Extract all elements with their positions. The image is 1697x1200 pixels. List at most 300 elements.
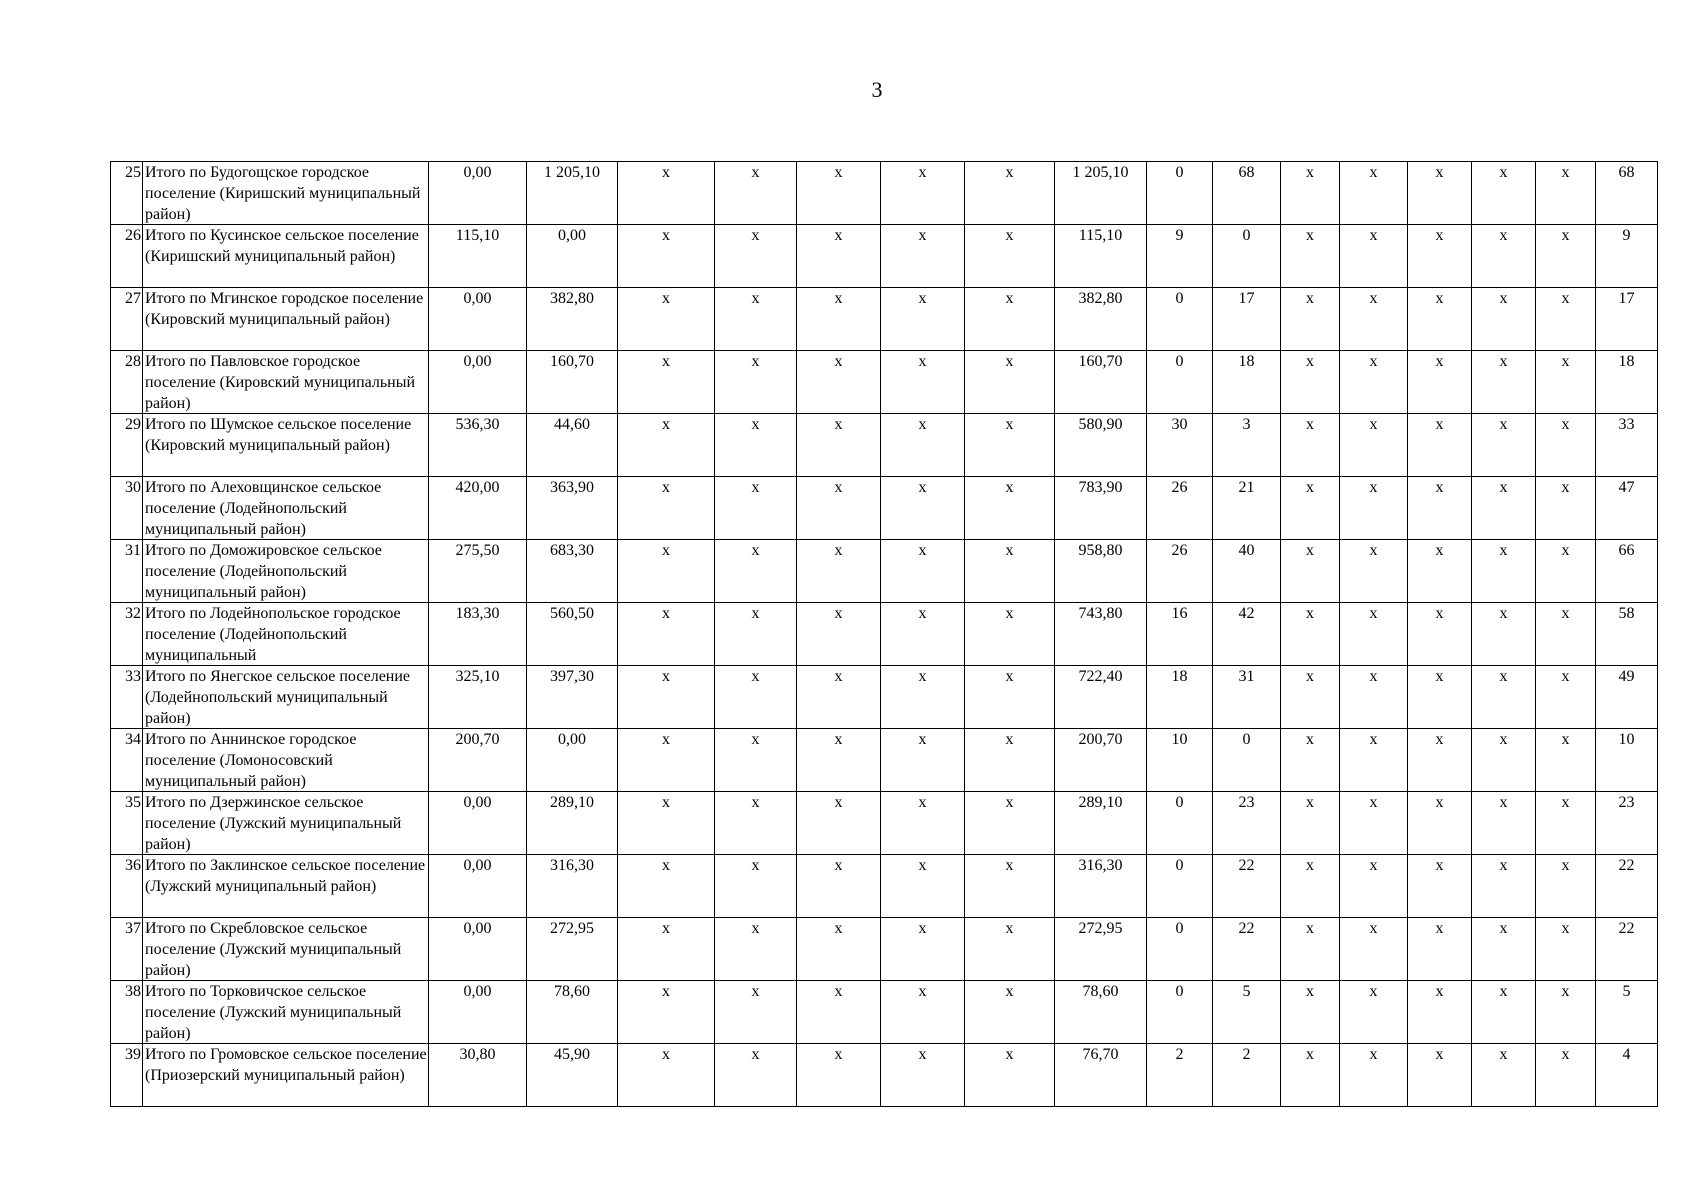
x-cell: х	[618, 225, 715, 288]
value-cell-1: 30,80	[429, 1044, 527, 1107]
value-total-cell: 160,70	[1055, 351, 1147, 414]
count-cell-2: 23	[1213, 792, 1281, 855]
count-cell-1: 26	[1147, 540, 1213, 603]
x-cell: х	[1472, 981, 1536, 1044]
settlement-name-text: Итого по Заклинское сельское поселение (Лужский муниципальный район)	[145, 857, 426, 895]
x-cell: х	[1408, 855, 1472, 918]
x-cell: х	[1536, 1044, 1596, 1107]
x-cell: х	[797, 981, 881, 1044]
settlement-name-cell	[143, 855, 429, 918]
x-cell: х	[965, 162, 1055, 225]
x-cell: х	[965, 855, 1055, 918]
x-cell: х	[965, 981, 1055, 1044]
table-row	[111, 666, 1658, 729]
x-cell: х	[1340, 666, 1408, 729]
value-cell-2: 363,90	[527, 477, 618, 540]
x-cell: х	[1536, 603, 1596, 666]
count-total-cell: 22	[1596, 918, 1658, 981]
x-cell: х	[1340, 414, 1408, 477]
x-cell: х	[797, 477, 881, 540]
table-row	[111, 855, 1658, 918]
x-cell: х	[1536, 666, 1596, 729]
x-cell: х	[1536, 918, 1596, 981]
x-cell: х	[1536, 540, 1596, 603]
x-cell: х	[1536, 162, 1596, 225]
x-cell: х	[797, 414, 881, 477]
x-cell: х	[881, 981, 965, 1044]
x-cell: х	[1281, 477, 1340, 540]
count-total-cell: 49	[1596, 666, 1658, 729]
count-total-cell: 5	[1596, 981, 1658, 1044]
x-cell: х	[1408, 1044, 1472, 1107]
x-cell: х	[618, 792, 715, 855]
value-cell-1: 325,10	[429, 666, 527, 729]
x-cell: х	[715, 792, 797, 855]
x-cell: х	[1472, 225, 1536, 288]
count-total-cell: 4	[1596, 1044, 1658, 1107]
count-cell-2: 3	[1213, 414, 1281, 477]
x-cell: х	[965, 666, 1055, 729]
x-cell: х	[881, 729, 965, 792]
value-total-cell: 382,80	[1055, 288, 1147, 351]
value-total-cell: 580,90	[1055, 414, 1147, 477]
x-cell: х	[1536, 477, 1596, 540]
count-cell-1: 18	[1147, 666, 1213, 729]
count-cell-2: 17	[1213, 288, 1281, 351]
table-row	[111, 1044, 1658, 1107]
x-cell: х	[1472, 540, 1536, 603]
x-cell: х	[618, 603, 715, 666]
x-cell: х	[1281, 288, 1340, 351]
count-total-cell: 22	[1596, 855, 1658, 918]
count-total-cell: 18	[1596, 351, 1658, 414]
x-cell: х	[715, 540, 797, 603]
count-cell-1: 10	[1147, 729, 1213, 792]
x-cell: х	[715, 918, 797, 981]
settlement-name-text: Итого по Доможировское сельское поселение (Лодейнопольский муниципальный район)	[145, 542, 382, 601]
count-total-cell: 23	[1596, 792, 1658, 855]
count-cell-1: 0	[1147, 792, 1213, 855]
x-cell: х	[1340, 792, 1408, 855]
count-cell-1: 0	[1147, 288, 1213, 351]
x-cell: х	[618, 540, 715, 603]
x-cell: х	[1408, 288, 1472, 351]
x-cell: х	[1340, 855, 1408, 918]
settlement-name-text: Итого по Дзержинское сельское поселение (Лужский муниципальный район)	[145, 794, 402, 853]
count-cell-1: 9	[1147, 225, 1213, 288]
x-cell: х	[1536, 225, 1596, 288]
count-total-cell: 17	[1596, 288, 1658, 351]
x-cell: х	[1472, 1044, 1536, 1107]
x-cell: х	[797, 855, 881, 918]
value-total-cell: 783,90	[1055, 477, 1147, 540]
x-cell: х	[881, 855, 965, 918]
count-cell-1: 0	[1147, 162, 1213, 225]
x-cell: х	[1472, 729, 1536, 792]
row-number-cell: 31	[111, 540, 143, 603]
settlement-name-text: Итого по Кусинское сельское поселение (Киришский муниципальный район)	[145, 227, 419, 265]
x-cell: х	[618, 855, 715, 918]
value-total-cell: 115,10	[1055, 225, 1147, 288]
x-cell: х	[797, 540, 881, 603]
x-cell: х	[1408, 981, 1472, 1044]
count-total-cell: 68	[1596, 162, 1658, 225]
table-row	[111, 477, 1658, 540]
count-total-cell: 10	[1596, 729, 1658, 792]
table-row	[111, 792, 1658, 855]
settlement-name-text: Итого по Лодейнопольское городское поселение (Лодейнопольский муниципальный	[145, 605, 401, 664]
x-cell: х	[715, 225, 797, 288]
x-cell: х	[1281, 855, 1340, 918]
table-row	[111, 729, 1658, 792]
count-cell-2: 68	[1213, 162, 1281, 225]
row-number-cell: 36	[111, 855, 143, 918]
table-row	[111, 918, 1658, 981]
row-number-cell: 26	[111, 225, 143, 288]
row-number-cell: 34	[111, 729, 143, 792]
row-number-cell: 33	[111, 666, 143, 729]
count-cell-2: 22	[1213, 855, 1281, 918]
x-cell: х	[881, 351, 965, 414]
x-cell: х	[1281, 1044, 1340, 1107]
x-cell: х	[1281, 351, 1340, 414]
x-cell: х	[618, 162, 715, 225]
count-cell-2: 42	[1213, 603, 1281, 666]
x-cell: х	[1281, 792, 1340, 855]
x-cell: х	[715, 162, 797, 225]
x-cell: х	[618, 477, 715, 540]
value-cell-2: 160,70	[527, 351, 618, 414]
x-cell: х	[881, 666, 965, 729]
x-cell: х	[965, 288, 1055, 351]
value-total-cell: 958,80	[1055, 540, 1147, 603]
settlement-name-cell	[143, 729, 429, 792]
value-cell-1: 200,70	[429, 729, 527, 792]
x-cell: х	[881, 540, 965, 603]
x-cell: х	[1536, 855, 1596, 918]
x-cell: х	[715, 1044, 797, 1107]
x-cell: х	[1536, 414, 1596, 477]
x-cell: х	[1408, 225, 1472, 288]
count-total-cell: 47	[1596, 477, 1658, 540]
x-cell: х	[618, 666, 715, 729]
x-cell: х	[1536, 288, 1596, 351]
settlement-name-text: Итого по Янегское сельское поселение (Лодейнопольский муниципальный район)	[145, 668, 411, 727]
settlement-name-cell	[143, 540, 429, 603]
x-cell: х	[1281, 918, 1340, 981]
count-total-cell: 33	[1596, 414, 1658, 477]
x-cell: х	[1536, 792, 1596, 855]
x-cell: х	[618, 414, 715, 477]
x-cell: х	[881, 225, 965, 288]
value-total-cell: 78,60	[1055, 981, 1147, 1044]
x-cell: х	[965, 477, 1055, 540]
value-total-cell: 1 205,10	[1055, 162, 1147, 225]
count-cell-2: 0	[1213, 225, 1281, 288]
x-cell: х	[1408, 351, 1472, 414]
table-row	[111, 225, 1658, 288]
settlement-name-cell	[143, 225, 429, 288]
x-cell: х	[1536, 351, 1596, 414]
x-cell: х	[1536, 981, 1596, 1044]
count-cell-2: 40	[1213, 540, 1281, 603]
x-cell: х	[797, 288, 881, 351]
settlement-name-text: Итого по Аннинское городское поселение (Ломоносовский муниципальный район)	[145, 731, 357, 790]
x-cell: х	[1340, 225, 1408, 288]
x-cell: х	[1340, 1044, 1408, 1107]
x-cell: х	[965, 918, 1055, 981]
settlement-name-cell	[143, 1044, 429, 1107]
settlement-name-cell	[143, 666, 429, 729]
x-cell: х	[1472, 666, 1536, 729]
value-cell-2: 272,95	[527, 918, 618, 981]
row-number-cell: 27	[111, 288, 143, 351]
x-cell: х	[1408, 414, 1472, 477]
value-cell-1: 0,00	[429, 855, 527, 918]
value-cell-2: 0,00	[527, 729, 618, 792]
count-cell-1: 30	[1147, 414, 1213, 477]
x-cell: х	[1281, 225, 1340, 288]
value-cell-1: 0,00	[429, 981, 527, 1044]
x-cell: х	[715, 351, 797, 414]
x-cell: х	[1281, 981, 1340, 1044]
x-cell: х	[715, 288, 797, 351]
x-cell: х	[1340, 981, 1408, 1044]
value-cell-1: 0,00	[429, 288, 527, 351]
count-cell-1: 0	[1147, 981, 1213, 1044]
count-cell-1: 0	[1147, 855, 1213, 918]
count-cell-2: 0	[1213, 729, 1281, 792]
page-number: 3	[871, 77, 883, 102]
x-cell: х	[797, 729, 881, 792]
row-number-cell: 35	[111, 792, 143, 855]
settlement-name-cell	[143, 288, 429, 351]
x-cell: х	[1281, 414, 1340, 477]
value-cell-1: 420,00	[429, 477, 527, 540]
row-number-cell: 39	[111, 1044, 143, 1107]
x-cell: х	[797, 792, 881, 855]
row-number-cell: 37	[111, 918, 143, 981]
x-cell: х	[1472, 603, 1536, 666]
value-cell-2: 289,10	[527, 792, 618, 855]
value-cell-2: 382,80	[527, 288, 618, 351]
x-cell: х	[1472, 918, 1536, 981]
settlement-name-text: Итого по Шумское сельское поселение (Кировский муниципальный район)	[145, 416, 412, 454]
settlement-name-text: Итого по Павловское городское поселение (Кировский муниципальный район)	[145, 353, 416, 412]
x-cell: х	[1281, 603, 1340, 666]
value-cell-1: 183,30	[429, 603, 527, 666]
table-row	[111, 162, 1658, 225]
x-cell: х	[715, 603, 797, 666]
x-cell: х	[1340, 729, 1408, 792]
value-cell-2: 44,60	[527, 414, 618, 477]
row-number-cell: 38	[111, 981, 143, 1044]
settlement-name-text: Итого по Будогощское городское поселение (Киришский муниципальный район)	[145, 164, 421, 223]
x-cell: х	[1340, 603, 1408, 666]
x-cell: х	[1281, 540, 1340, 603]
value-total-cell: 289,10	[1055, 792, 1147, 855]
x-cell: х	[618, 1044, 715, 1107]
x-cell: х	[1408, 729, 1472, 792]
settlement-name-text: Итого по Мгинское городское поселение (Кировский муниципальный район)	[145, 290, 424, 328]
x-cell: х	[1281, 729, 1340, 792]
x-cell: х	[1408, 540, 1472, 603]
count-cell-2: 31	[1213, 666, 1281, 729]
settlement-name-text: Итого по Алеховщинское сельское поселение (Лодейнопольский муниципальный район)	[145, 479, 382, 538]
x-cell: х	[965, 1044, 1055, 1107]
x-cell: х	[1472, 792, 1536, 855]
x-cell: х	[797, 351, 881, 414]
x-cell: х	[1472, 855, 1536, 918]
count-total-cell: 66	[1596, 540, 1658, 603]
x-cell: х	[1536, 729, 1596, 792]
x-cell: х	[715, 981, 797, 1044]
x-cell: х	[881, 603, 965, 666]
table-row	[111, 288, 1658, 351]
count-cell-2: 5	[1213, 981, 1281, 1044]
table-row	[111, 603, 1658, 666]
value-cell-1: 275,50	[429, 540, 527, 603]
x-cell: х	[1408, 918, 1472, 981]
value-total-cell: 272,95	[1055, 918, 1147, 981]
value-total-cell: 743,80	[1055, 603, 1147, 666]
x-cell: х	[1408, 666, 1472, 729]
data-table	[110, 161, 1658, 1107]
x-cell: х	[965, 351, 1055, 414]
settlement-name-cell	[143, 918, 429, 981]
x-cell: х	[797, 225, 881, 288]
x-cell: х	[965, 414, 1055, 477]
count-cell-2: 2	[1213, 1044, 1281, 1107]
value-cell-1: 0,00	[429, 162, 527, 225]
settlement-name-cell	[143, 981, 429, 1044]
settlement-name-cell	[143, 792, 429, 855]
x-cell: х	[1472, 414, 1536, 477]
value-cell-2: 560,50	[527, 603, 618, 666]
x-cell: х	[618, 729, 715, 792]
value-cell-2: 1 205,10	[527, 162, 618, 225]
x-cell: х	[797, 1044, 881, 1107]
x-cell: х	[1408, 162, 1472, 225]
x-cell: х	[881, 1044, 965, 1107]
x-cell: х	[965, 225, 1055, 288]
count-cell-1: 16	[1147, 603, 1213, 666]
row-number-cell: 32	[111, 603, 143, 666]
x-cell: х	[1472, 162, 1536, 225]
settlement-name-text: Итого по Громовское сельское поселение (Приозерский муниципальный район)	[145, 1046, 427, 1084]
table-body	[111, 162, 1658, 1107]
x-cell: х	[1340, 477, 1408, 540]
x-cell: х	[965, 603, 1055, 666]
x-cell: х	[1472, 477, 1536, 540]
table-row	[111, 351, 1658, 414]
x-cell: х	[618, 981, 715, 1044]
x-cell: х	[715, 477, 797, 540]
x-cell: х	[1472, 288, 1536, 351]
settlement-name-cell	[143, 477, 429, 540]
value-total-cell: 722,40	[1055, 666, 1147, 729]
row-number-cell: 29	[111, 414, 143, 477]
x-cell: х	[881, 288, 965, 351]
x-cell: х	[881, 477, 965, 540]
value-cell-2: 397,30	[527, 666, 618, 729]
count-cell-1: 2	[1147, 1044, 1213, 1107]
x-cell: х	[1340, 918, 1408, 981]
value-cell-1: 0,00	[429, 351, 527, 414]
x-cell: х	[1340, 162, 1408, 225]
x-cell: х	[715, 666, 797, 729]
count-total-cell: 9	[1596, 225, 1658, 288]
count-cell-2: 21	[1213, 477, 1281, 540]
x-cell: х	[618, 351, 715, 414]
value-total-cell: 316,30	[1055, 855, 1147, 918]
x-cell: х	[965, 540, 1055, 603]
value-cell-1: 0,00	[429, 792, 527, 855]
table-row	[111, 414, 1658, 477]
settlement-name-cell	[143, 414, 429, 477]
x-cell: х	[1281, 666, 1340, 729]
x-cell: х	[618, 918, 715, 981]
count-cell-1: 26	[1147, 477, 1213, 540]
x-cell: х	[797, 918, 881, 981]
row-number-cell: 30	[111, 477, 143, 540]
x-cell: х	[1408, 603, 1472, 666]
count-cell-2: 22	[1213, 918, 1281, 981]
value-cell-2: 0,00	[527, 225, 618, 288]
x-cell: х	[881, 792, 965, 855]
row-number-cell: 25	[111, 162, 143, 225]
settlement-name-cell	[143, 603, 429, 666]
count-total-cell: 58	[1596, 603, 1658, 666]
value-total-cell: 76,70	[1055, 1044, 1147, 1107]
x-cell: х	[797, 162, 881, 225]
settlement-name-cell	[143, 162, 429, 225]
value-cell-2: 316,30	[527, 855, 618, 918]
x-cell: х	[715, 855, 797, 918]
settlement-name-text: Итого по Торковичское сельское поселение (Лужский муниципальный район)	[145, 983, 402, 1042]
x-cell: х	[715, 729, 797, 792]
value-cell-2: 45,90	[527, 1044, 618, 1107]
x-cell: х	[1408, 477, 1472, 540]
x-cell: х	[881, 162, 965, 225]
x-cell: х	[965, 792, 1055, 855]
x-cell: х	[1408, 792, 1472, 855]
x-cell: х	[965, 729, 1055, 792]
settlement-name-text: Итого по Скребловское сельское поселение (Лужский муниципальный район)	[145, 920, 402, 979]
table-row	[111, 540, 1658, 603]
value-cell-2: 78,60	[527, 981, 618, 1044]
value-total-cell: 200,70	[1055, 729, 1147, 792]
count-cell-1: 0	[1147, 351, 1213, 414]
x-cell: х	[797, 603, 881, 666]
x-cell: х	[1340, 288, 1408, 351]
value-cell-1: 536,30	[429, 414, 527, 477]
table-row	[111, 981, 1658, 1044]
value-cell-1: 115,10	[429, 225, 527, 288]
settlement-name-cell	[143, 351, 429, 414]
x-cell: х	[881, 414, 965, 477]
x-cell: х	[715, 414, 797, 477]
count-cell-1: 0	[1147, 918, 1213, 981]
x-cell: х	[1340, 351, 1408, 414]
row-number-cell: 28	[111, 351, 143, 414]
count-cell-2: 18	[1213, 351, 1281, 414]
x-cell: х	[1472, 351, 1536, 414]
value-cell-2: 683,30	[527, 540, 618, 603]
x-cell: х	[618, 288, 715, 351]
x-cell: х	[1281, 162, 1340, 225]
x-cell: х	[797, 666, 881, 729]
